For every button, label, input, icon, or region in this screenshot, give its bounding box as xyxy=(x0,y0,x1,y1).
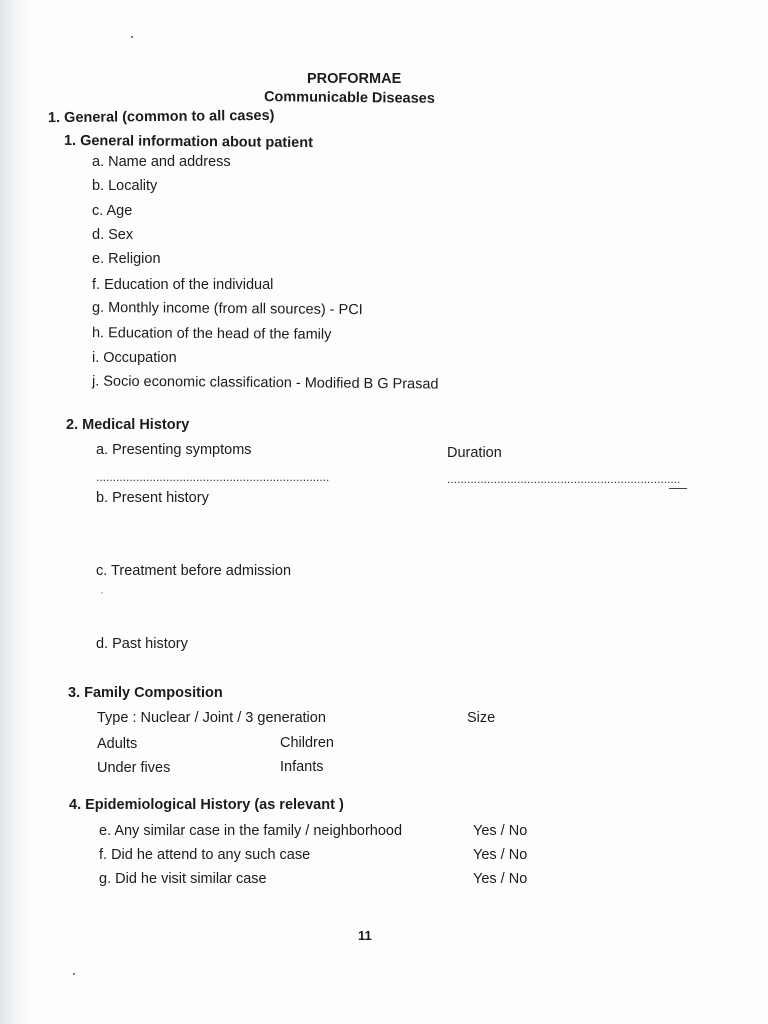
present-history-label: b. Present history xyxy=(96,490,209,506)
list-item: f. Education of the individual xyxy=(92,277,274,293)
adults-label: Adults xyxy=(97,736,138,752)
section-4-heading: 4. Epidemiological History (as relevant ) xyxy=(69,797,344,813)
list-item: d. Sex xyxy=(92,227,134,243)
page-number: 11 xyxy=(358,928,372,943)
dotted-line-symptoms: ...................................................................... xyxy=(96,470,330,484)
document-subtitle: Communicable Diseases xyxy=(263,89,435,107)
epi-question: g. Did he visit similar case xyxy=(99,871,267,887)
document-title: PROFORMAE xyxy=(307,71,402,87)
treatment-label: c. Treatment before admission xyxy=(96,563,292,579)
children-label: Children xyxy=(280,735,334,751)
family-size-label: Size xyxy=(467,710,496,726)
stray-mark xyxy=(669,488,687,489)
infants-label: Infants xyxy=(280,759,324,775)
list-item: a. Name and address xyxy=(92,154,231,170)
epi-question: e. Any similar case in the family / neighborhood xyxy=(99,823,403,839)
dotted-line-duration: ...................................................................... xyxy=(447,472,681,486)
list-item: b. Locality xyxy=(92,178,158,194)
list-item: e. Religion xyxy=(92,251,161,267)
list-item: g. Monthly income (from all sources) - PCI xyxy=(91,299,363,319)
under-fives-label: Under fives xyxy=(97,760,171,776)
past-history-label: d. Past history xyxy=(96,636,188,652)
duration-label: Duration xyxy=(447,445,502,461)
epi-question: f. Did he attend to any such case xyxy=(99,847,311,863)
epi-answer: Yes / No xyxy=(473,847,528,863)
list-item: j. Socio economic classification - Modified B G Prasad xyxy=(91,373,439,393)
section-1-heading: 1. General (common to all cases) xyxy=(47,107,275,127)
scan-speck xyxy=(73,973,75,975)
scan-speck xyxy=(101,592,103,594)
list-item: i. Occupation xyxy=(92,350,177,366)
section-2-heading: 2. Medical History xyxy=(66,417,190,433)
epi-answer: Yes / No xyxy=(473,871,528,887)
section-1-1-heading: 1. General information about patient xyxy=(63,132,314,152)
scan-speck xyxy=(131,36,133,38)
list-item: h. Education of the head of the family xyxy=(91,325,332,343)
family-type-label: Type : Nuclear / Joint / 3 generation xyxy=(97,710,326,726)
epi-answer: Yes / No xyxy=(473,823,528,839)
presenting-symptoms-label: a. Presenting symptoms xyxy=(96,442,252,458)
list-item: c. Age xyxy=(92,203,133,219)
section-3-heading: 3. Family Composition xyxy=(68,685,223,701)
